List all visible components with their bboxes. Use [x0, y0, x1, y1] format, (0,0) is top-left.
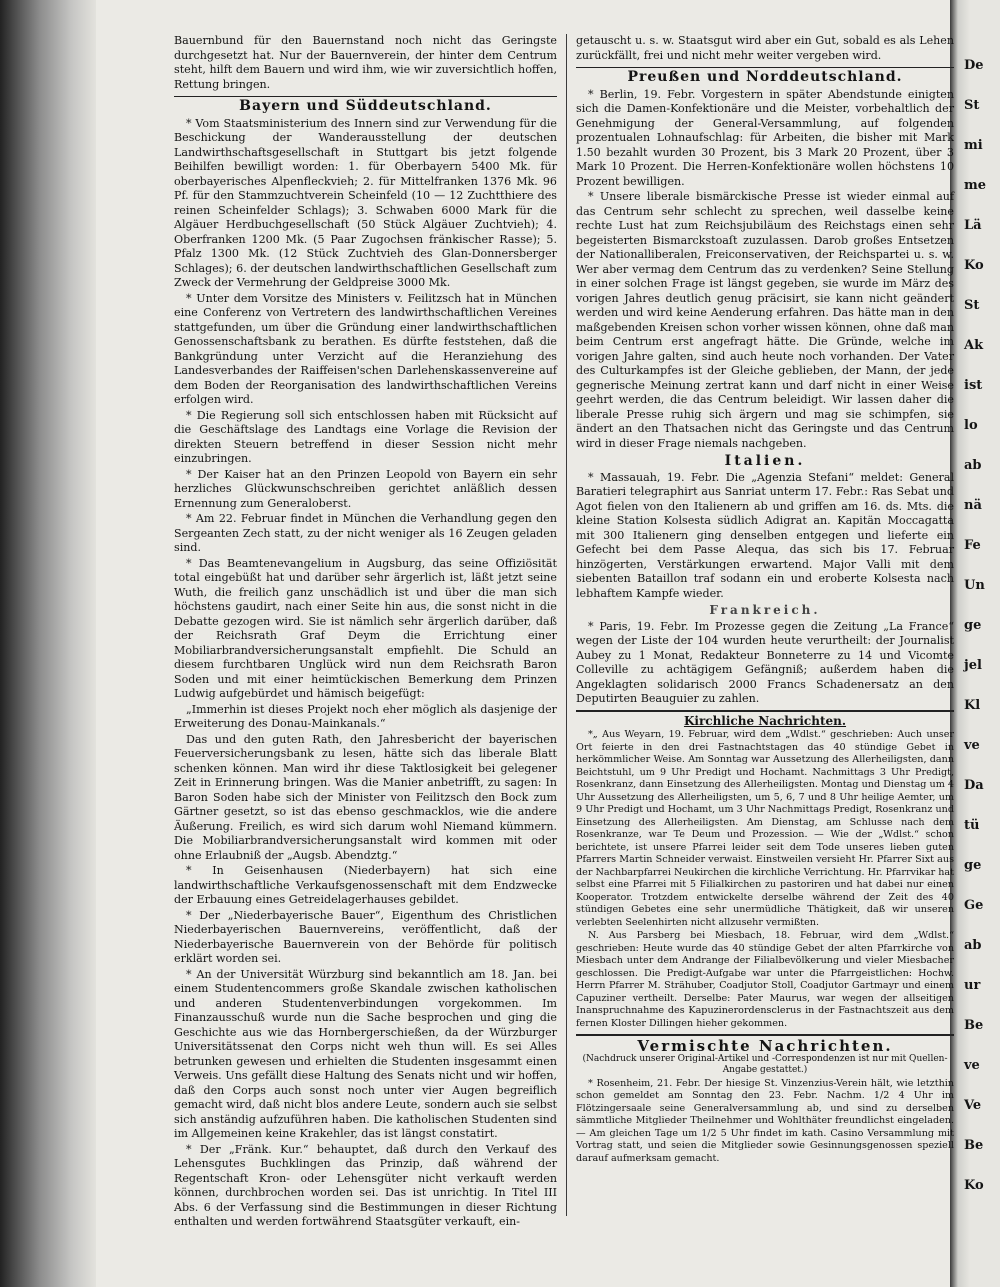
edge-text-fragment: Kl [964, 698, 981, 713]
section-heading-bayern: Bayern und Süddeutschland. [174, 96, 557, 114]
edge-text-fragment: me [964, 178, 987, 193]
edge-text-fragment: ab [964, 938, 982, 953]
article-paragraph: * Paris, 19. Febr. Im Prozesse gegen die Zeitung „La France“ wegen der Liste der 104 wurden heute verurtheilt: der Journalist Aubey zu 1 Monat, Redakteur Bonneterre zu 14 und Vicomte Colleville zu achtägigem Gefängniß; außerdem haben die Angeklagten solidarisch 2000 Francs Schadenersatz an den Deputirten Beauguier zu zahlen. [576, 619, 954, 705]
article-paragraph: * Berlin, 19. Febr. Vorgestern in später Abendstunde einigten sich die Damen-Konfektionäre und die Meister, vorbehaltlich der Genehmigung der General-Versammlung, auf folgenden prozentualen Lohnaufschlag: für Arbeiten, die bisher mit Mark 1.50 bezahlt wurden 30 Prozent, bis 3 Mark 20 Prozent, über 3 Mark 10 Prozent. Die Herren-Konfektionäre wollen höchstens 10 Prozent bewilligen. [576, 87, 954, 188]
edge-text-fragment: ur [964, 978, 981, 993]
edge-text-fragment: ve [964, 738, 980, 753]
article-paragraph: * Massauah, 19. Febr. Die „Agenzia Stefani“ meldet: General Baratieri telegraphirt aus Sanriat unterm 17. Febr.: Ras Sebat und Agot fielen von den Italienern ab und griffen am 16. ds. Mts. die kleine Station Kolsesta südlich Adigrat an. Kapitän Moccagatta mit 300 Italienern ging denselben entgegen und lieferte ein Gefecht bei dem Passe Alequa, das sich bis 17. Februar hinzögerten, Verstärkungen erwartend. Major Valli mit dem siebenten Bataillon traf sodann ein und eroberte Kolsesta nach lebhaftem Kampfe wieder. [576, 470, 954, 600]
reprint-notice: (Nachdruck unserer Original-Artikel und -Correspondenzen ist nur mit Quellen-Angabe gestattet.) [582, 1053, 948, 1075]
article-paragraph: * Der „Niederbayerische Bauer“, Eigenthum des Christlichen Niederbayerischen Bauernvereins, veröffentlicht, daß der Niederbayerische Bauernverein von der Behörde für politisch erklärt worden sei. [174, 908, 557, 965]
section-heading-vermischte: Vermischte Nachrichten. [576, 1034, 954, 1054]
intro-paragraph: Bauernbund für den Bauernstand noch nicht das Geringste durchgesetzt hat. Nur der Bauernverein, der hinter dem Centrum steht, hilft dem Bauern und wird ihm, wie wir zuversichtlich hoffen, Rettung bringen. [174, 34, 557, 91]
church-news-paragraph: N. Aus Parsberg bei Miesbach, 18. Februar, wird dem „Wdlst.“ geschrieben: Heute wurde das 40 stündige Gebet der alten Pfarrkirche von Miesbach unter dem Andrange der Filialbevölkerung und vieler Miesbacher geschlossen. Die Predigt-Aufgabe war unter die Pfarrgeistlichen: Hochw. Herrn Pfarrer M. Strähuber, Coadjutor Stoll, Coadjutor Gartmayr und einem Capuziner vertheilt. Derselbe: Pater Maurus, war wegen der allseitigen Inanspruchnahme des Kapuzinerordensclerus in der Fastnachtszeit aus dem fernen Kloster Dillingen hieher gekommen. [576, 930, 954, 1029]
edge-text-fragment: Fe [964, 538, 981, 553]
edge-text-fragment: lo [964, 418, 978, 433]
edge-text-fragment: Da [964, 778, 984, 793]
edge-text-fragment: St [964, 98, 980, 113]
edge-text-fragment: Be [964, 1138, 984, 1153]
article-paragraph: * Der „Fränk. Kur.“ behauptet, daß durch den Verkauf des Lehensgutes Buchklingen das Prinzip, daß während der Regentschaft Kron- oder Lehensgüter nicht verkauft werden können, durchbrochen worden sei. Das ist unrichtig. In Titel III Abs. 6 der Verfassung sind die Bestimmungen in dieser Richtung enthalten und werden fortwährend Staatsgüter verkauft, ein- [174, 1142, 557, 1228]
church-news-paragraph: *„ Aus Weyarn, 19. Februar, wird dem „Wdlst.“ geschrieben: Auch unser Ort feierte in den drei Fastnachtstagen das 40 stündige Gebet in herkömmlicher Weise. Am Sonntag war Aussetzung des Allerheiligsten, dann Beichtstuhl, um 9 Uhr Predigt und Hochamt. Nachmittags 3 Uhr Predigt, Rosenkranz, dann Einsetzung des Allerheiligsten. Montag und Dienstag um 4 Uhr Aussetzung des Allerheiligsten, um 5, 6, 7 und 8 Uhr heilige Aemter, um 9 Uhr Predigt und Hochamt, um 3 Uhr Nachmittags Predigt, Rosenkranz und Einsetzung des Allerheiligsten. Am Dienstag, am Schlusse nach dem Rosenkranze, war Te Deum und Prozession. — Wie der „Wdlst.“ schon berichtete, ist unsere Pfarrei leider seit dem Tode unseres lieben guten Pfarrers Martin Schneider verwaist. Einstweilen versieht Hr. Pfarrer Sixt aus der Nachbarpfarrei Neukirchen die kirchliche Verrichtung. Hr. Pfarrvikar hat selbst eine Pfarrei mit 5 Filialkirchen zu pastoriren und hat dabei nur einen Kooperator. Trotzdem entwickelte derselbe während der Zeit des 40 stündigen Gebetes eine sehr unermüdliche Thätigkeit, daß wir unseren verlebten Seelenhirten nicht allzusehr vermißten. [576, 729, 954, 928]
edge-text-fragment: De [964, 58, 984, 73]
edge-text-fragment: ve [964, 1058, 980, 1073]
edge-text-fragment: Ak [964, 338, 984, 353]
section-heading-kirchliche: Kirchliche Nachrichten. [576, 710, 954, 729]
edge-text-fragment: Be [964, 1018, 984, 1033]
edge-text-fragment: Ko [964, 1178, 984, 1193]
continued-paragraph: getauscht u. s. w. Staatsgut wird aber ein Gut, sobald es als Lehen zurückfällt, frei und nicht mehr weiter vergeben wird. [576, 34, 954, 62]
edge-text-fragment: Ge [964, 898, 984, 913]
edge-text-fragment: Un [964, 578, 985, 593]
edge-text-fragment: Ko [964, 258, 984, 273]
adjacent-page-edge [950, 0, 1000, 1287]
edge-text-fragment: jel [964, 658, 982, 673]
article-paragraph: * Unter dem Vorsitze des Ministers v. Feilitzsch hat in München eine Conferenz von Vertretern des landwirthschaftlichen Vereines stattgefunden, um über die Gründung einer landwirthschaftlichen Genossenschaftsbank zu berathen. Es dürfte feststehen, daß die Bankgründung unter Verzicht auf die Heranziehung des Landesverbandes der Raiffeisen'schen Darlehenskassenvereine auf dem Boden der Reorganisation des landwirthschaftlichen Vereins erfolgen wird. [174, 291, 557, 406]
edge-text-fragment: St [964, 298, 980, 313]
article-paragraph: * Rosenheim, 21. Febr. Der hiesige St. Vinzenzius-Verein hält, wie letzthin schon gemeldet am Sonntag den 23. Febr. Nachm. 1/2 4 Uhr im Flötzingersaale seine Generalversammlung ab, und sind zu derselben sämmtliche Mitglieder Theilnehmer und Wohlthäter freundlichst eingeladen. — Am gleichen Tage um 1/2 5 Uhr findet im kath. Casino Versammlung mit Vortrag statt, und seien die Mitglieder sowie Gesinnungsgenossen speziell darauf aufmerksam gemacht. [576, 1077, 954, 1164]
article-paragraph: * Unsere liberale bismärckische Presse ist wieder einmal auf das Centrum sehr schlecht zu sprechen, weil dasselbe keine rechte Lust hat zum Reichsjubiläum des Reichstags einen sehr begeisterten Bismarckstoaſt zuzulassen. Darob großes Entsetzen der Nationalliberalen, Freiconservativen, der Reichspartei u. s. w. Wer aber vermag dem Centrum das zu verdenken? Seine Stellung in einer solchen Frage ist längst gegeben, sie wurde im März des vorigen Jahres deutlich genug präcisirt, sie kann nicht geändert werden und wird keine Aenderung erfahren. Das hätte man in den maßgebenden Kreisen schon vorher wissen können, ohne daß man beim Centrum erst angefragt hätte. Die Gründe, welche im vorigen Jahre galten, sind auch heute noch vorhanden. Der Vater des Culturkampfes ist der Gleiche geblieben, der Mann, der jede gegnerische Meinung zertrat kann und darf nicht in einer Weise geehrt werden, die das Centrum beleidigt. Wir lassen daher die liberale Presse ruhig sich ärgern und mag sie schimpfen, sie ändert an den Thatsachen nicht das Geringste und das Centrum wird in dieser Frage niemals nachgeben. [576, 190, 954, 450]
edge-text-fragment: ab [964, 458, 982, 473]
article-paragraph: * Am 22. Februar findet in München die Verhandlung gegen den Sergeanten Zech statt, zu der nicht weniger als 16 Zeugen geladen sind. [174, 512, 557, 554]
section-heading-preussen: Preußen und Norddeutschland. [576, 67, 954, 85]
edge-text-fragment: mi [964, 138, 983, 153]
quote-paragraph: „Immerhin ist dieses Projekt noch eher möglich als dasjenige der Erweiterung des Donau-Mainkanals.“ [174, 702, 557, 730]
edge-text-fragment: ge [964, 618, 982, 633]
left-column [174, 34, 557, 1231]
edge-text-fragment: Ve [964, 1098, 982, 1113]
edge-text-fragment: tü [964, 818, 980, 833]
article-paragraph: * An der Universität Würzburg sind bekanntlich am 18. Jan. bei einem Studentencommers große Skandale zwischen katholischen und anderen Studentenverbindungen vorgekommen. Im Finanzausschuß wurde nun die Sache besprochen und ging die Geschichte aus wie das Hornbergerschießen, da der Würzburger Universitätssenat den Corps nicht weh thun will. Es sei Alles betrunken gewesen und erhielten die Studenten insgesammt einen Verweis. Uns gefällt diese Haltung des Senats nicht und wir hoffen, daß den Corps auch sonst noch unter vier Augen begreiflich gemacht wird, daß nicht blos andere Leute, sondern auch sie selbst sich anständig aufzuführen haben. Die katholischen Studenten sind im Allgemeinen keine Krakehler, das ist längst constatirt. [174, 967, 557, 1140]
article-paragraph: * Vom Staatsministerium des Innern sind zur Verwendung für die Beschickung der Wanderausstellung der deutschen Landwirthschaftsgesellschaft in Stuttgart bis jetzt folgende Beihilfen bewilligt worden: 1. für Oberbayern 5400 Mk. für oberbayerisches Alpenfleckvieh; 2. für Mittelfranken 1376 Mk. 96 Pf. für den Stammzuchtverein Scheinfeld (10 — 12 Zuchtthiere des reinen Scheinfelder Schlags); 3. Schwaben 6000 Mark für die Algäuer Herdbuchgesellschaft (50 Stück Algäuer Zuchtvieh); 4. Oberfranken 1200 Mk. (5 Paar Zugochsen fränkischer Rasse); 5. Pfalz 1300 Mk. (12 Stück Zuchtvieh des Glan-Donnersberger Schlages); 6. der deutschen landwirthschaftlichen Gesellschaft zum Zweck der Vermehrung der Geldpreise 3000 Mk. [174, 116, 557, 289]
edge-text-fragment: Lä [964, 218, 982, 233]
article-paragraph: * Die Regierung soll sich entschlossen haben mit Rücksicht auf die Geschäftslage des Landtags eine Vorlage die Revision der direkten Steuern betreffend in dieser Session nicht mehr einzubringen. [174, 408, 557, 465]
section-heading-italien: Italien. [724, 453, 806, 469]
article-paragraph: * Das Beamtenevangelium in Augsburg, das seine Offiziösität total eingebüßt hat und darüber sehr ärgerlich ist, läßt jetzt seine Wuth, die freilich ganz unschädlich ist und über die man sich höchstens gaudirt, nach einer Seite hin aus, die sonst nicht in die Debatte gezogen wird. Sie ist nämlich sehr ärgerlich darüber, daß der Reichsrath Graf Deym die Errichtung einer Mobiliarbrandversicherungsanstalt empfiehlt. Die Schuld an diesem furchtbaren Unglück wird nun dem Reichsrath Baron Soden und mit einer heimtückischen Bemerkung dem Prinzen Ludwig aufgebürdet und hämisch beigefügt: [174, 556, 557, 700]
article-paragraph: * Der Kaiser hat an den Prinzen Leopold von Bayern ein sehr herzliches Glückwunschschreiben gerichtet anläßlich dessen Ernennung zum Generaloberst. [174, 467, 557, 510]
article-paragraph: * In Geisenhausen (Niederbayern) hat sich eine landwirthschaftliche Verkaufsgenossenschaft mit dem Endzwecke der Erbauung eines Getreidelagerhauses gebildet. [174, 864, 557, 906]
edge-text-fragment: nä [964, 498, 982, 513]
column-divider [566, 34, 567, 1216]
edge-text-fragment: ge [964, 858, 982, 873]
book-binding-gutter [0, 0, 96, 1287]
section-heading-frankreich: Frankreich. [709, 603, 821, 617]
edge-text-fragment: ist [964, 378, 983, 393]
right-column [576, 34, 954, 1166]
article-paragraph: Das und den guten Rath, den Jahresbericht der bayerischen Feuerversicherungsbank zu lesen, hätte sich das liberale Blatt schenken können. Man wird ihr diese Taktlosigkeit bei gelegener Zeit in Erinnerung bringen. Was die Manier anbetrifft, zu sagen: In Baron Soden habe sich der Minister von Feilitzsch den Bock zum Gärtner gesetzt, so ist das ebenso geschmacklos, wie die andere Äußerung. Freilich, es wird sich darum wohl Niemand kümmern. Die Mobiliarbrandversicherungsanstalt wird kommen mit oder ohne Erlaubniß der „Augsb. Abendztg.“ [174, 732, 557, 862]
